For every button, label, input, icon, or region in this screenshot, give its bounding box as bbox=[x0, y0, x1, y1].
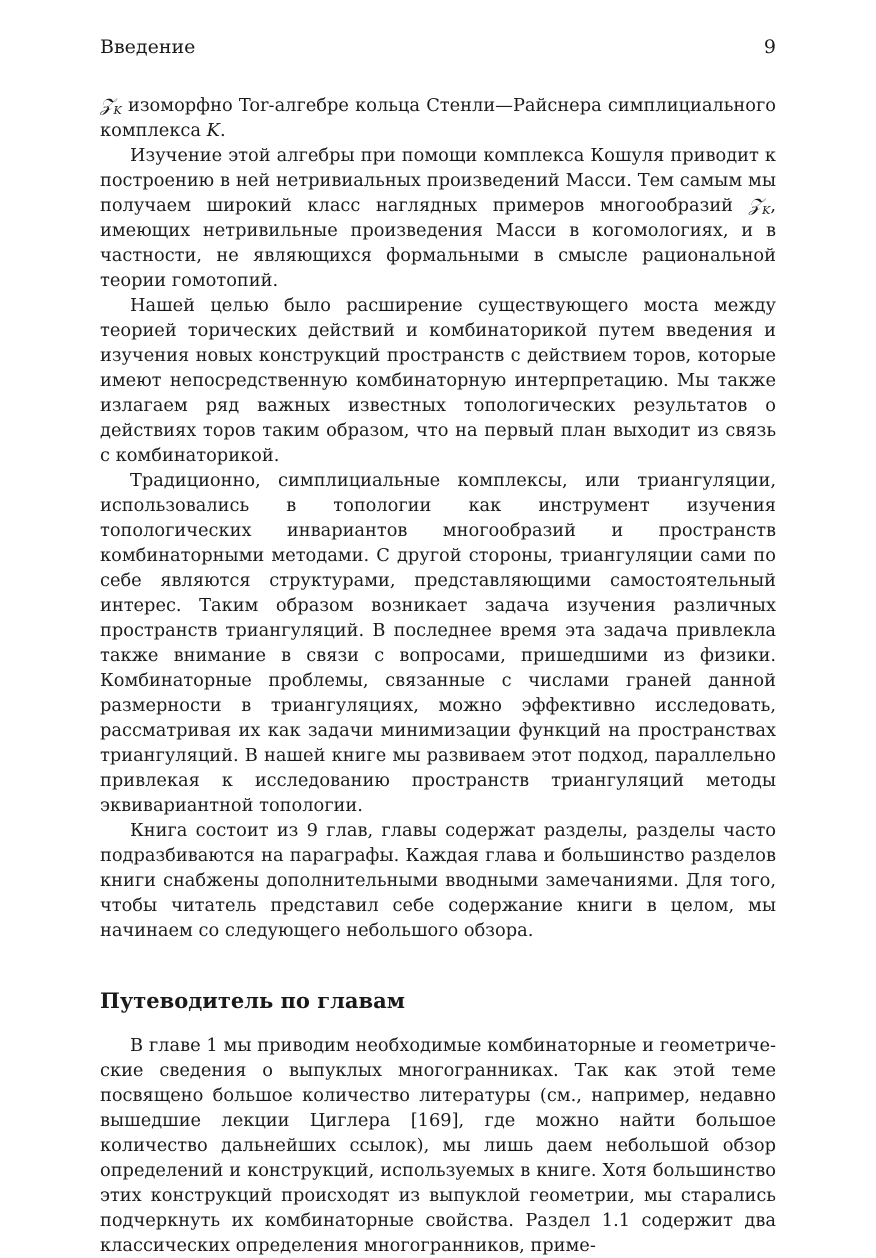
book-page bbox=[100, 0, 776, 1256]
paragraph-5: Книга состоит из 9 глав, главы содержат разделы, разделы часто подразбиваются на параграфы. Каждая глава и большинство разделов книги снабжены дополнительными вводными замечаниями. Для того, чтобы читатель представил себе содержание книги в целом, мы начинаем со следующего небольшого обзора. bbox=[100, 820, 776, 941]
math-script-z: 𝒵 bbox=[100, 95, 114, 116]
running-head-title: Введение bbox=[100, 36, 196, 58]
math-script-z-inline: 𝒵 bbox=[748, 195, 763, 216]
section-paragraph-1: В главе 1 мы приводим необходимые комбинаторные и геометрические сведения о выпуклых многогранниках. Так как этой теме посвящено большое количество литературы (см., например, недавно вышедшие лекции Циглера [169], где можно найти большое количество дальнейших ссылок), мы лишь даем небольшой обзор определений и конструкций, используемых в книге. Хотя большинство этих конструкций происходят из выпуклой геометрии, мы старались подчеркнуть их комбинаторные свойства. Раздел 1.1 содержит два классических определения многогранников, приме- bbox=[100, 1035, 776, 1256]
math-zk bbox=[100, 95, 122, 116]
paragraph-2-text-end: , имеющих нетривильные произведения Масси в когомологиях, и в частности, не являющихся формальными в смысле рациональной теории гомотопий. bbox=[100, 195, 776, 291]
running-head bbox=[100, 34, 776, 60]
body-text bbox=[100, 93, 776, 1258]
paragraph-1-text: изоморфно Tor-алгебре кольца Стенли—Райснера симплициального комплекса bbox=[100, 95, 776, 141]
math-k: K bbox=[206, 120, 220, 141]
math-zk-inline bbox=[749, 195, 771, 216]
page-number: 9 bbox=[763, 36, 776, 58]
section-heading: Путеводитель по главам bbox=[100, 988, 405, 1013]
paragraph-1-end: . bbox=[219, 120, 226, 141]
paragraph-4: Традиционно, симплициальные комплексы, или триангуляции, использовались в топологии как инструмент изучения топологических инвариантов многообразий и пространств комбинаторными методами. С другой стороны, триангуляции сами по себе являются структурами, представляющими самостоятельный интерес. Таким образом возникает задача изучения различных пространств триангуляций. В последнее время эта задача привлекла также внимание в связи с вопросами, пришедшими из физики. Комбинаторные проблемы, связанные с числами граней данной размерности в триангуляциях, можно эффективно исследовать, рассматривая их как задачи минимизации функций на пространствах триангуляций. В нашей книге мы развиваем этот подход, параллельно привлекая к исследованию пространств триангуляций методы эквивариантной топологии. bbox=[100, 470, 776, 816]
paragraph-1 bbox=[100, 93, 776, 143]
paragraph-2-text-start: Изучение этой алгебры при помощи комплекса Кошуля приводит к построению в ней нетривиальных произведений Масси. Тем самым мы получаем широкий класс наглядных примеров многообразий bbox=[100, 145, 776, 216]
paragraph-2 bbox=[100, 143, 776, 293]
paragraph-3: Нашей целью было расширение существующего моста между теорией торических действий и комбинаторикой путем введения и изучения новых конструкций пространств с действием торов, которые имеют непосредственную комбинаторную интерпретацию. Мы также излагаем ряд важных известных топологических результатов о действиях торов таким образом, что на первый план выходит из связь с комбинаторикой. bbox=[100, 295, 776, 466]
math-subscript-k-inline: K bbox=[762, 204, 771, 217]
math-subscript-k: K bbox=[113, 104, 122, 117]
